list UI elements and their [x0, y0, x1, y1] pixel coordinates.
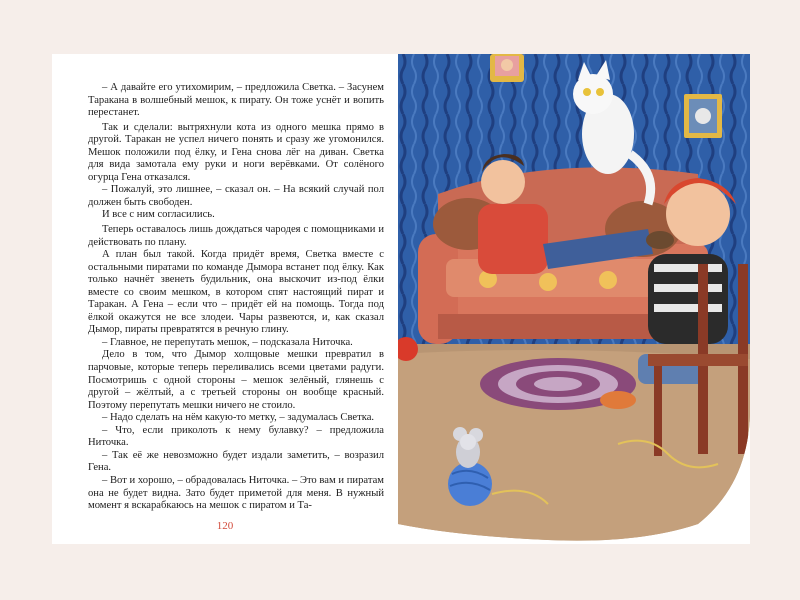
paragraph: – Что, если приколоть к нему булавку? – предложила Ниточка. [88, 424, 384, 449]
page-number: 120 [216, 520, 234, 532]
wall-portrait [490, 54, 524, 82]
paragraph: – Надо сделать на нём какую-то метку, – задумалась Светка. [102, 412, 375, 424]
book-spread [52, 54, 750, 544]
paragraph: А план был такой. Когда придёт время, Светка вместе с остальными пиратами по команде Дымора встанет под ёлку. Как только начнёт звенеть будильник, она выскочит из-под ёлки вместе со своим мешком, в котором спят настоящий пират и Таракан. А Гена – если что – придёт ей на помощь. Тогда под ёлкой окажутся не все злодеи. Чары развеются, и, как сказал Дымор, пираты превратятся в речную глину. [88, 249, 384, 336]
paragraph: Теперь оставалось лишь дождаться чародея с помощниками и действовать по плану. [88, 224, 384, 248]
wall-cat-portrait [684, 94, 722, 138]
illustration [398, 54, 750, 544]
text-page [88, 82, 384, 513]
paragraph: – Так её же невозможно будет издали заметить, – возразил Гена. [88, 449, 384, 474]
paragraph: – Вот и хорошо, – обрадовалась Ниточка. – Это вам и пиратам она не будет видна. Зато будет приметой для меня. В нужный момент я вскарабкаюсь на мешок с пиратом и Та- [88, 474, 384, 512]
paragraph: И все с ним согласились. [102, 209, 215, 221]
paragraph: Так и сделали: вытряхнули кота из одного мешка прямо в другой. Таракан не успел ничего понять и сразу же угомонился. Мешок положили под ёлку, и Гена снова лёг на диван. Светка для вида замотала ему руки и ноги верёвками. От солёного огурца Гена отказался. [88, 121, 384, 183]
paragraph: – А давайте его утихомирим, – предложила Светка. – Засунем Таракана в волшебный мешок, к пирату. Он тоже уснёт и вопить перестанет. [88, 82, 384, 119]
paragraph: – Пожалуй, это лишнее, – сказал он. – На всякий случай пол должен быть свободен. [88, 184, 384, 208]
paragraph: Дело в том, что Дымор холщовые мешки превратил в парчовые, которые теперь переливались всеми цветами радуги. Посмотришь с одной стороны – мешок зелёный, глянешь с другой – жёлтый, а с третьей стороны он вообще красный. Поэтому перепутать мешки ничего не стоило. [88, 349, 384, 411]
paragraph: – Главное, не перепутать мешок, – подсказала Ниточка. [102, 336, 353, 348]
